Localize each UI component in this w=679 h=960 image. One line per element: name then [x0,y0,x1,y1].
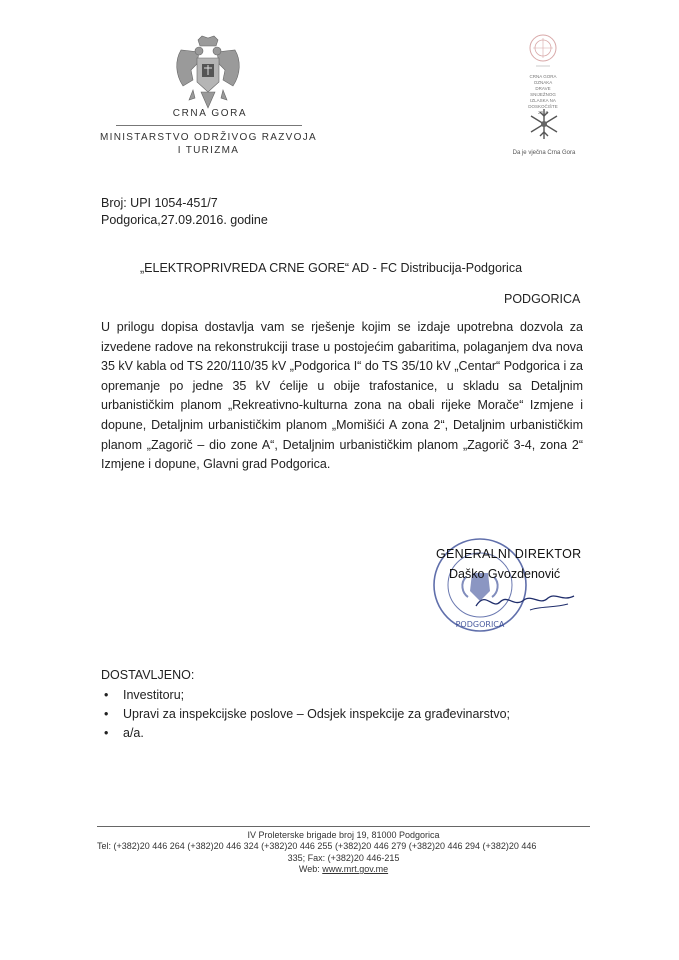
handwritten-signature [470,580,590,620]
bullet-icon: • [104,688,109,702]
footer-tel-line-1: Tel: (+382)20 446 264 (+382)20 446 324 (+382)20 446 255 (+382)20 446 279 (+382)20 446 294 (+382)20 446 [97,841,537,851]
web-label: Web: [298,864,320,874]
footer-web [97,864,590,874]
list-item [101,705,510,724]
ministry-name [96,131,321,157]
distribution-item: Upravi za inspekcijske poslove – Odsjek inspekcije za građevinarstvo; [123,707,510,721]
stamp-city: PODGORICA [455,620,505,629]
snowflake-logo [526,106,562,142]
footer-address: IV Proleterske brigade broj 19, 81000 Podgorica [247,830,440,840]
bullet-icon: • [104,707,109,721]
centenary-line: IZLASKA NA [530,98,556,103]
bullet-icon: • [104,726,109,740]
signatory-title: GENERALNI DIREKTOR [436,547,582,561]
centenary-line: SNIJEŽNOG [530,92,556,97]
distribution-heading: DOSTAVLJENO: [101,668,195,682]
signatory-name: Daško Gvozdenović [449,567,561,581]
place-date: Podgorica,27.09.2016. godine [101,213,268,227]
centenary-line: CRNA GORA [529,74,557,79]
centenary-emblem-logo [522,30,564,74]
list-item [101,724,510,743]
ministry-line-1: MINISTARSTVO ODRŽIVOG RAZVOJA [100,132,317,143]
centenary-line: 2016 [537,110,548,115]
coat-of-arms-logo [169,34,247,112]
footer-tel-line-2: 335; Fax: (+382)20 446-215 [287,853,400,863]
footer-divider [97,826,590,827]
distribution-item: a/a. [123,726,144,740]
distribution-item: Investitoru; [123,688,185,702]
centenary-line: DRAVE [535,86,551,91]
reference-number: Broj: UPI 1054-451/7 [101,196,218,210]
recipient-name: „ELEKTROPRIVREDA CRNE GORE“ AD - FC Distribucija-Podgorica [140,261,523,275]
centenary-line: OZNAKA [533,80,553,85]
recipient-city: PODGORICA [504,292,581,306]
distribution-list [101,686,510,743]
list-item [101,686,510,705]
header-divider [116,125,302,126]
footer-phones [97,840,590,864]
website-link[interactable]: www.mrt.gov.me [322,864,389,874]
centenary-line: DOSKOČIŠTE [528,104,558,109]
motto-text: Da je vječna Crna Gora [512,150,576,156]
ministry-line-2: I TURIZMA [177,145,240,156]
country-name: CRNA GORA [172,108,248,119]
letter-body: U prilogu dopisa dostavlja vam se rješenje kojim se izdaje upotrebna dozvola za izvedene radove na rekonstrukciji trase u postojećim gabaritima, polaganjem dva nova 35 kV kabla od TS 220/110/35 kV „Podgorica I“ do TS 35/10 kV „Centar“ Podgorica i za opremanje po jedne 35 kV ćelije u obije trafostanice, u skladu sa Detaljnim urbanističkim planom „Rekreativno-kulturna zona na obali rijeke Morače“ Izmjene i dopune, Detaljnim urbanističkim planom „Momišići A zona 2“, Detaljnim urbanističkim planom „Zagorič – dio zone A“, Detaljnim urbanističkim planom „Zagorič 3-4, zona 2“ Izmjene i dopune, Glavni grad Podgorica. [101,320,583,472]
